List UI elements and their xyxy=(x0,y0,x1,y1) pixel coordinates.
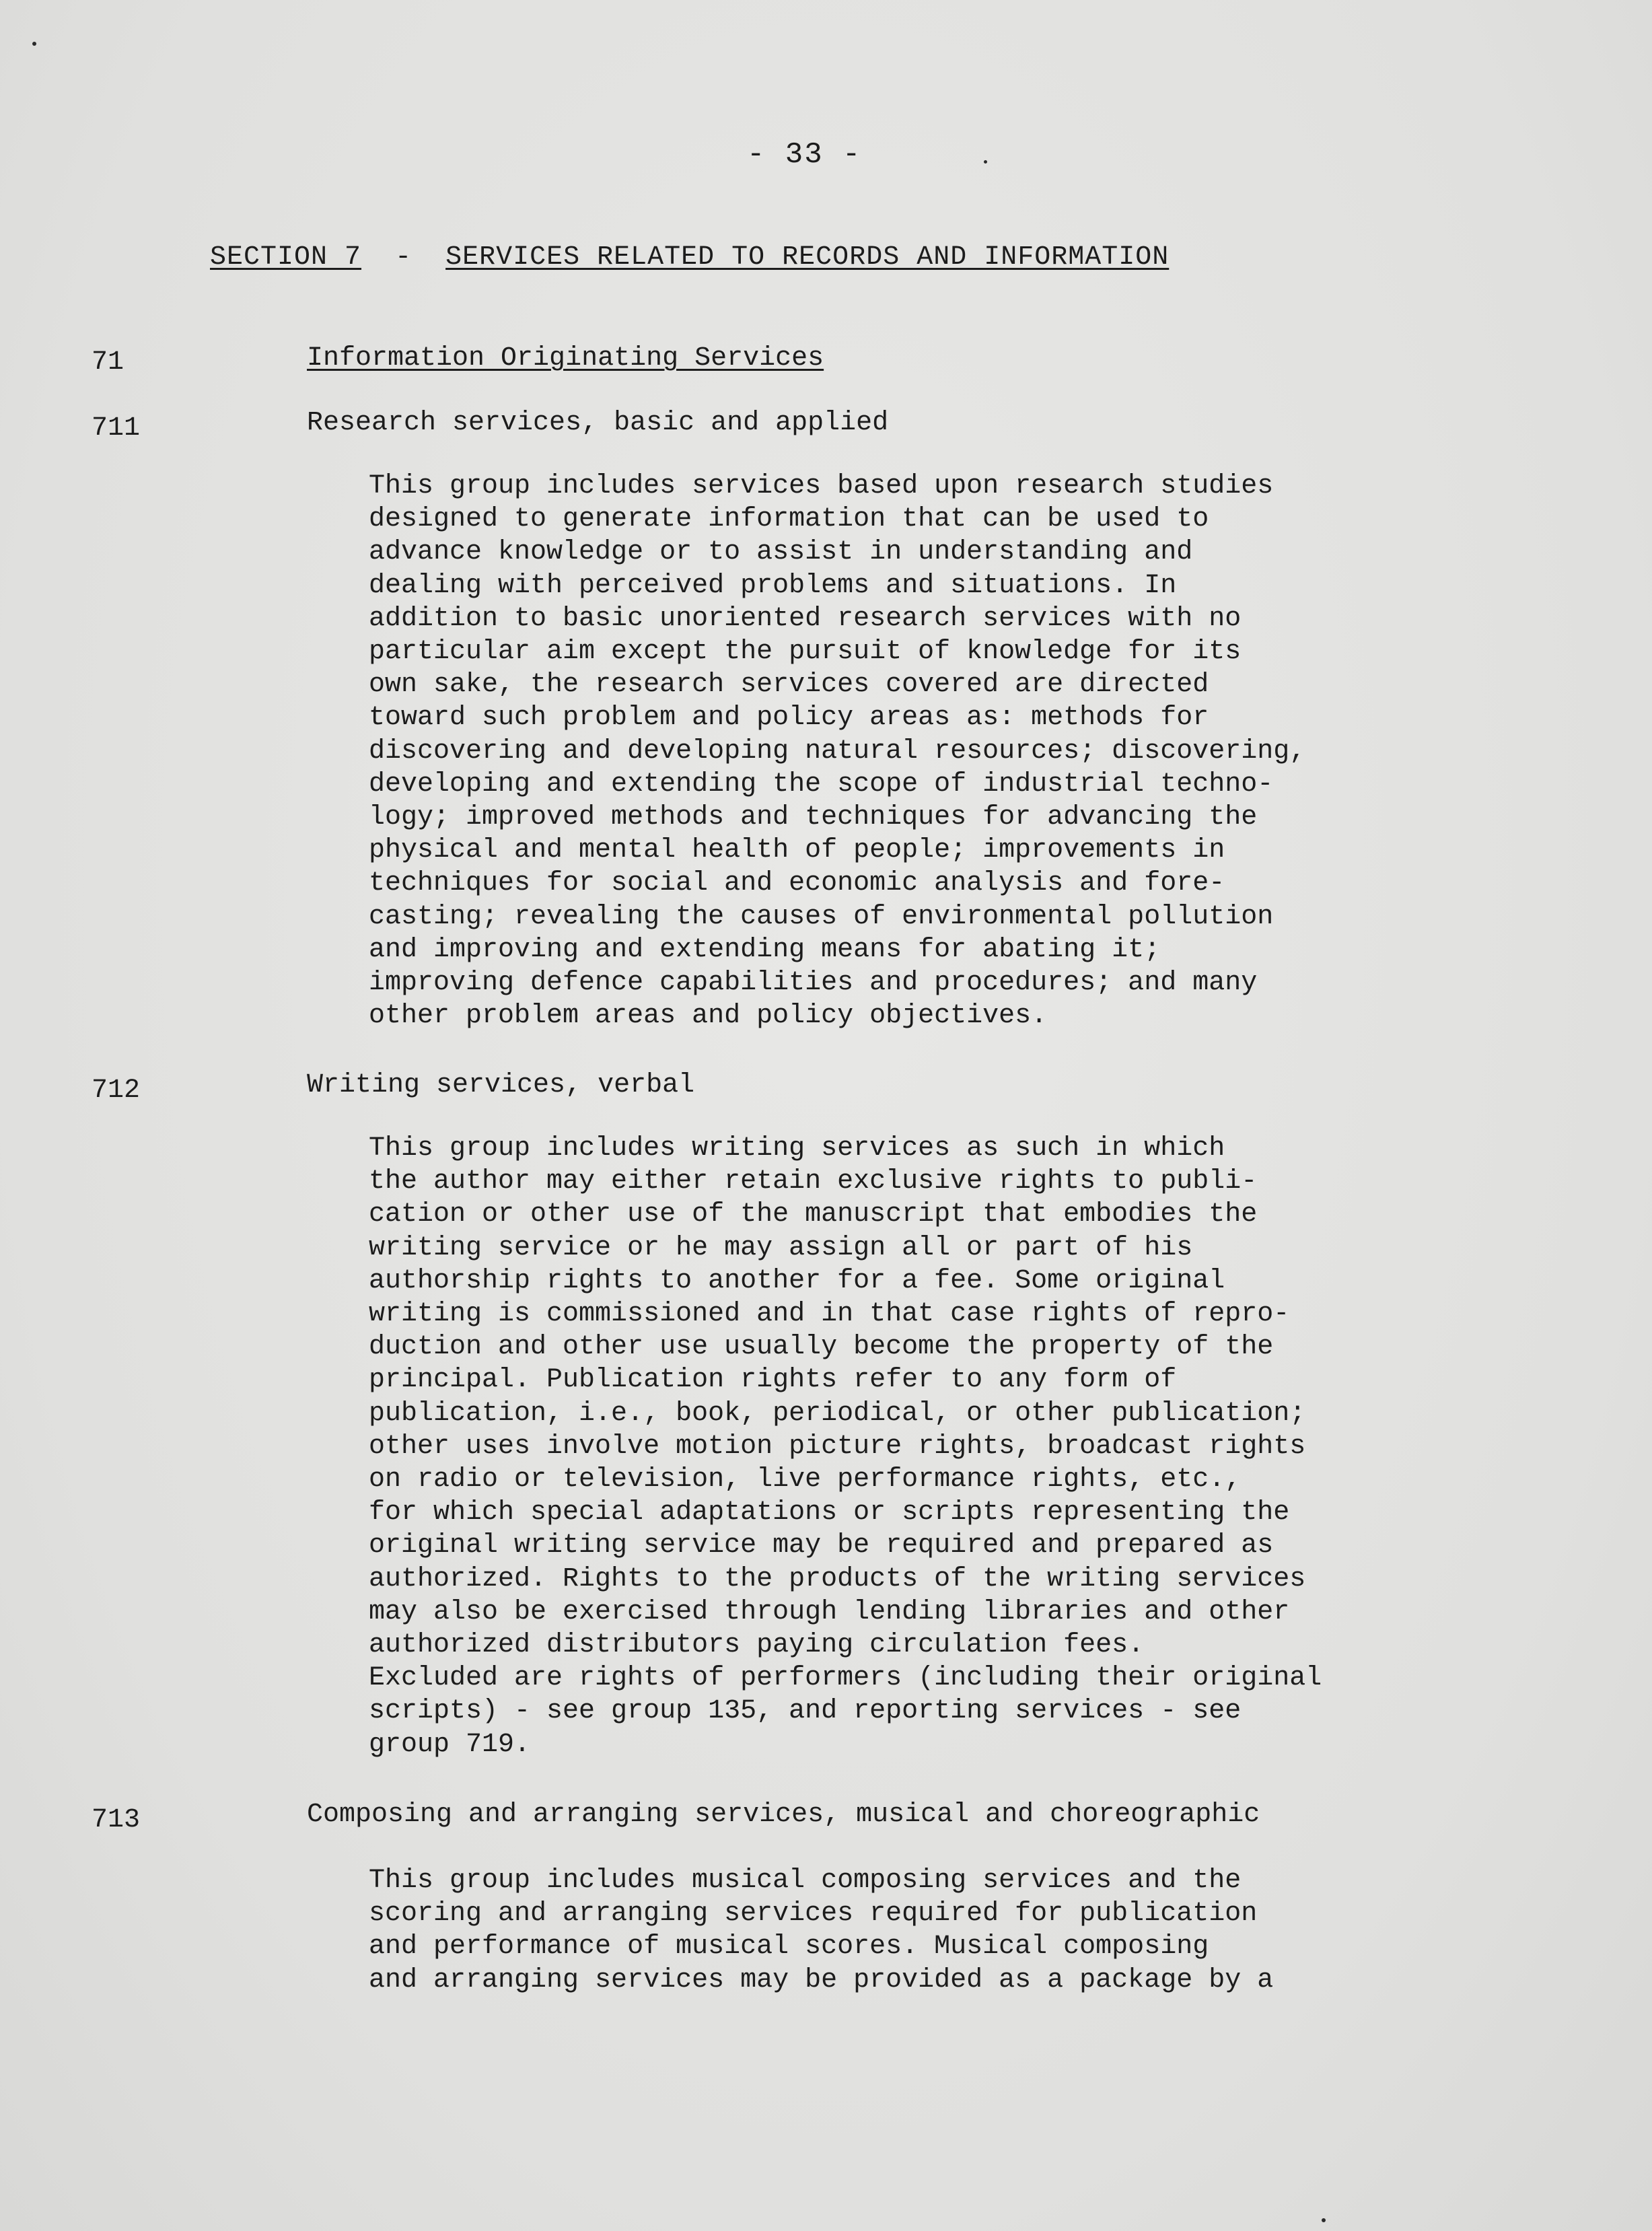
entry-heading-713: Composing and arranging services, musical and choreographic xyxy=(307,1800,1260,1830)
page-number: - 33 - xyxy=(747,138,862,172)
entry-text-713: This group includes musical composing services and the scoring and arranging services required for publication and performance of musical scores. Musical composing and arranging services may be provided as a package by a xyxy=(369,1866,1274,1995)
entry-code-713: 713 xyxy=(92,1805,141,1835)
scan-speck xyxy=(984,160,987,164)
entry-text-711: This group includes services based upon research studies designed to generate information that can be used to advance knowledge or to assist in understanding and dealing with perceived problems and situations. In addition to basic unoriented research services with no particular aim except the pursuit of knowledge for its own sake, the research services covered are directed toward such problem and policy areas as: methods for discovering and developing natural resources; discovering, developing and extending the scope of industrial techno- logy; improved methods and techniques for advancing the physical and mental health of people; improvements in techniques for social and economic analysis and fore- casting; revealing the causes of environmental pollution and improving and extending means for abating it; improving defence capabilities and procedures; and many other problem areas and policy objectives. xyxy=(369,471,1306,1032)
entry-code-711: 711 xyxy=(92,413,141,444)
section-title: SERVICES RELATED TO RECORDS AND INFORMATION xyxy=(445,242,1170,273)
entry-heading-711: Research services, basic and applied xyxy=(307,408,889,438)
scan-speck xyxy=(32,42,36,46)
entry-text-712: This group includes writing services as such in which the author may either retain exclusive rights to publi- cation or other use of the manuscript that embodies the writing service or he may assign all or part of his authorship rights to another for a fee. Some original writing is commissioned and in that case rights of repro- duction and other use usually become the property of the principal. Publication rights refer to any form of publication, i.e., book, periodical, or other publication; other uses involve motion picture rights, broadcast rights on radio or television, live performance rights, etc., for which special adaptations or scripts representing the original writing service may be required and prepared as authorized. Rights to the products of the writing services may also be exercised through lending libraries and other authorized distributors paying circulation fees. Excluded are rights of performers (including their original scripts) - see group 135, and reporting services - see group 719. xyxy=(369,1133,1322,1760)
section-heading xyxy=(210,242,1169,273)
entry-code-71: 71 xyxy=(92,347,124,378)
scan-speck xyxy=(1322,2218,1326,2222)
section-label: SECTION 7 xyxy=(210,242,362,273)
entry-code-712: 712 xyxy=(92,1075,141,1106)
section-dash: - xyxy=(395,242,412,273)
entry-heading-71: Information Originating Services xyxy=(307,343,824,374)
entry-heading-712: Writing services, verbal xyxy=(307,1070,695,1100)
